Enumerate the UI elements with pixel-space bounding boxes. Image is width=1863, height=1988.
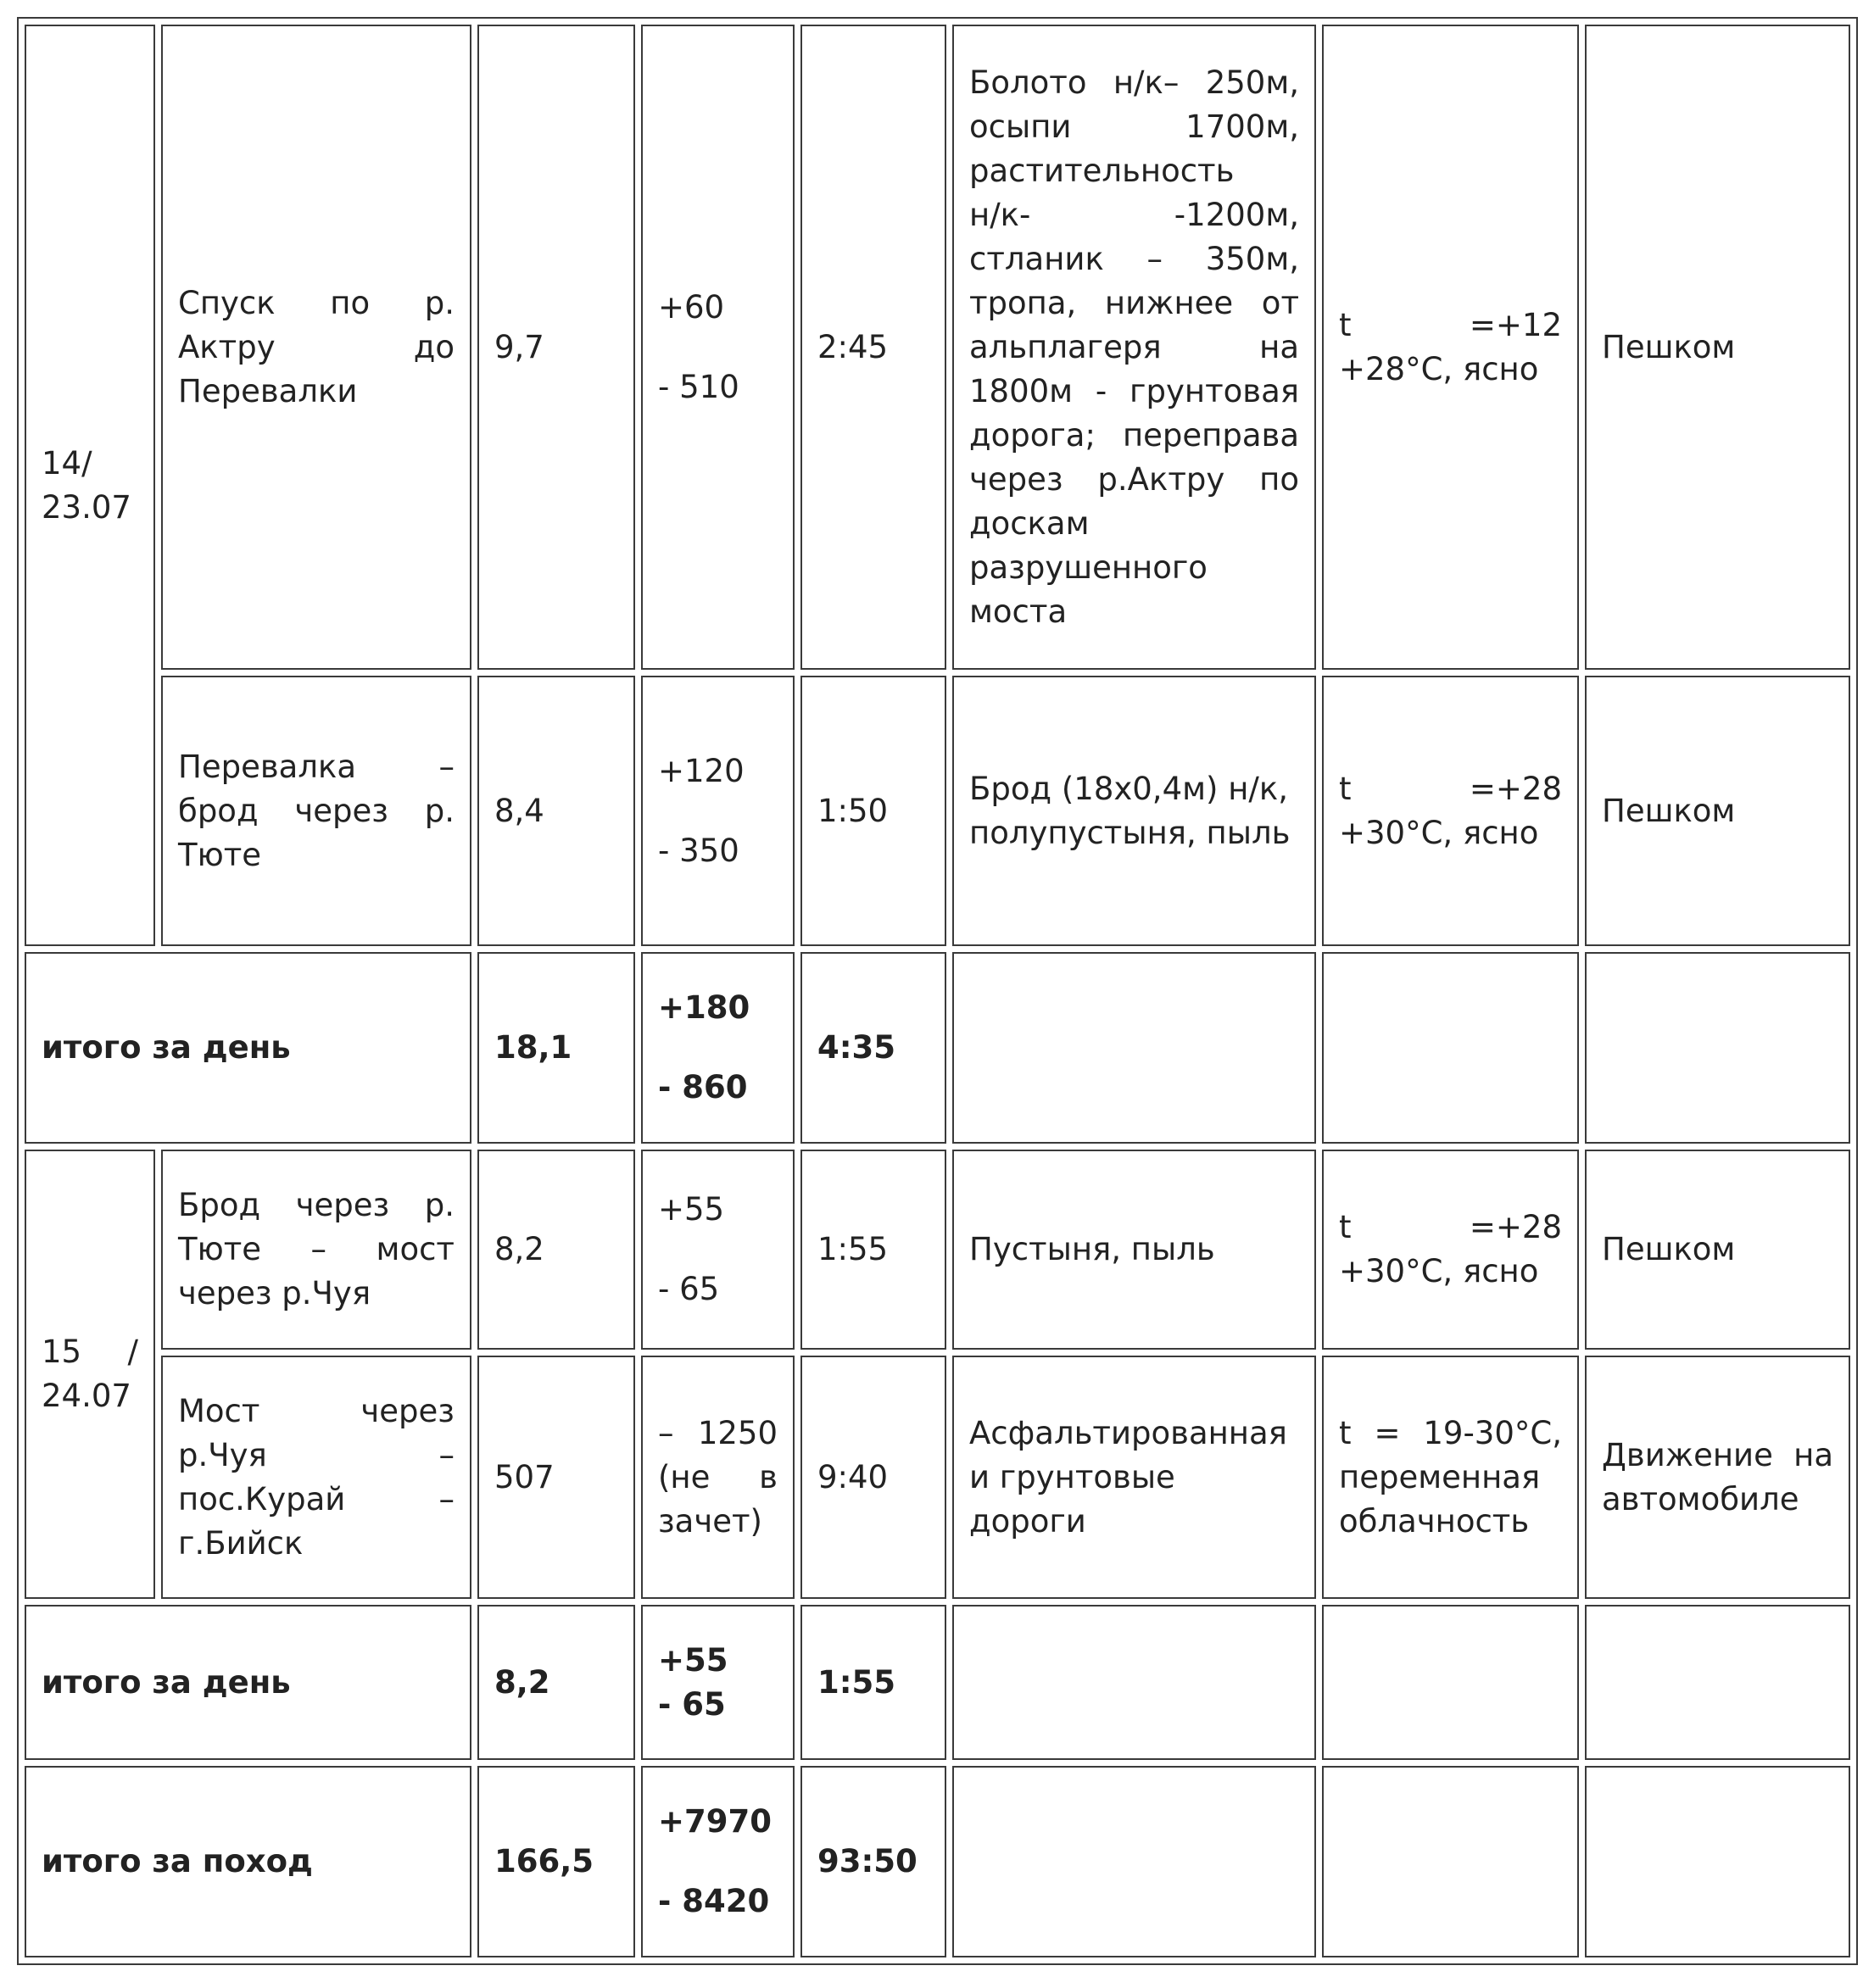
mode-cell: Пешком <box>1585 676 1850 946</box>
route-cell: Мост через р.Чуя – пос.Курай – г.Бийск <box>161 1356 471 1599</box>
empty-cell <box>1585 1766 1850 1957</box>
time-cell: 93:50 <box>800 1766 946 1957</box>
time-cell: 9:40 <box>800 1356 946 1599</box>
total-row <box>25 1605 1850 1760</box>
elevation-cell: +55 - 65 <box>641 1605 795 1760</box>
empty-cell <box>1585 1605 1850 1760</box>
time-cell: 2:45 <box>800 25 946 670</box>
empty-cell <box>952 1766 1316 1957</box>
weather-cell: t =+28 +30°С, ясно <box>1322 1150 1579 1350</box>
table-row <box>25 25 1850 670</box>
empty-cell <box>1585 952 1850 1144</box>
total-label: итого за день <box>25 1605 471 1760</box>
time-cell: 1:50 <box>800 676 946 946</box>
elevation-cell: +60 - 510 <box>641 25 795 670</box>
empty-cell <box>952 1605 1316 1760</box>
date-cell: 15 / 24.07 <box>25 1150 155 1599</box>
empty-cell <box>1322 1766 1579 1957</box>
table-row <box>25 676 1850 946</box>
table-row <box>25 1150 1850 1350</box>
distance-cell: 507 <box>477 1356 635 1599</box>
elevation-cell: +120 - 350 <box>641 676 795 946</box>
obstacles-cell: Пустыня, пыль <box>952 1150 1316 1350</box>
date-cell: 14/ 23.07 <box>25 25 155 946</box>
total-label: итого за день <box>25 952 471 1144</box>
distance-cell: 166,5 <box>477 1766 635 1957</box>
time-cell: 4:35 <box>800 952 946 1144</box>
route-cell: Брод через р. Тюте – мост через р.Чуя <box>161 1150 471 1350</box>
mode-cell: Движение на автомобиле <box>1585 1356 1850 1599</box>
route-table <box>17 17 1858 1965</box>
empty-cell <box>1322 1605 1579 1760</box>
elevation-cell: +55 - 65 <box>641 1150 795 1350</box>
route-cell: Спуск по р. Актру до Перевалки <box>161 25 471 670</box>
elevation-cell: – 1250 (не в зачет) <box>641 1356 795 1599</box>
route-cell: Перевалка – брод через р. Тюте <box>161 676 471 946</box>
table-row <box>25 1356 1850 1599</box>
obstacles-cell: Болото н/к– 250м, осыпи 1700м, растительность н/к- -1200м, стланик – 350м, тропа, нижнее от альплагеря на 1800м - грунтовая дорога; переправа через р.Актру по доскам разрушенного моста <box>952 25 1316 670</box>
empty-cell <box>1322 952 1579 1144</box>
total-row <box>25 1766 1850 1957</box>
weather-cell: t = 19-30°С, переменная облачность <box>1322 1356 1579 1599</box>
distance-cell: 9,7 <box>477 25 635 670</box>
elevation-cell: +180 - 860 <box>641 952 795 1144</box>
empty-cell <box>952 952 1316 1144</box>
total-row <box>25 952 1850 1144</box>
obstacles-cell: Брод (18х0,4м) н/к, полупустыня, пыль <box>952 676 1316 946</box>
total-label: итого за поход <box>25 1766 471 1957</box>
distance-cell: 8,4 <box>477 676 635 946</box>
weather-cell: t =+12 +28°С, ясно <box>1322 25 1579 670</box>
mode-cell: Пешком <box>1585 25 1850 670</box>
mode-cell: Пешком <box>1585 1150 1850 1350</box>
weather-cell: t =+28 +30°С, ясно <box>1322 676 1579 946</box>
elevation-cell: +7970 - 8420 <box>641 1766 795 1957</box>
distance-cell: 18,1 <box>477 952 635 1144</box>
distance-cell: 8,2 <box>477 1605 635 1760</box>
distance-cell: 8,2 <box>477 1150 635 1350</box>
time-cell: 1:55 <box>800 1150 946 1350</box>
time-cell: 1:55 <box>800 1605 946 1760</box>
obstacles-cell: Асфальтированная и грунтовые дороги <box>952 1356 1316 1599</box>
